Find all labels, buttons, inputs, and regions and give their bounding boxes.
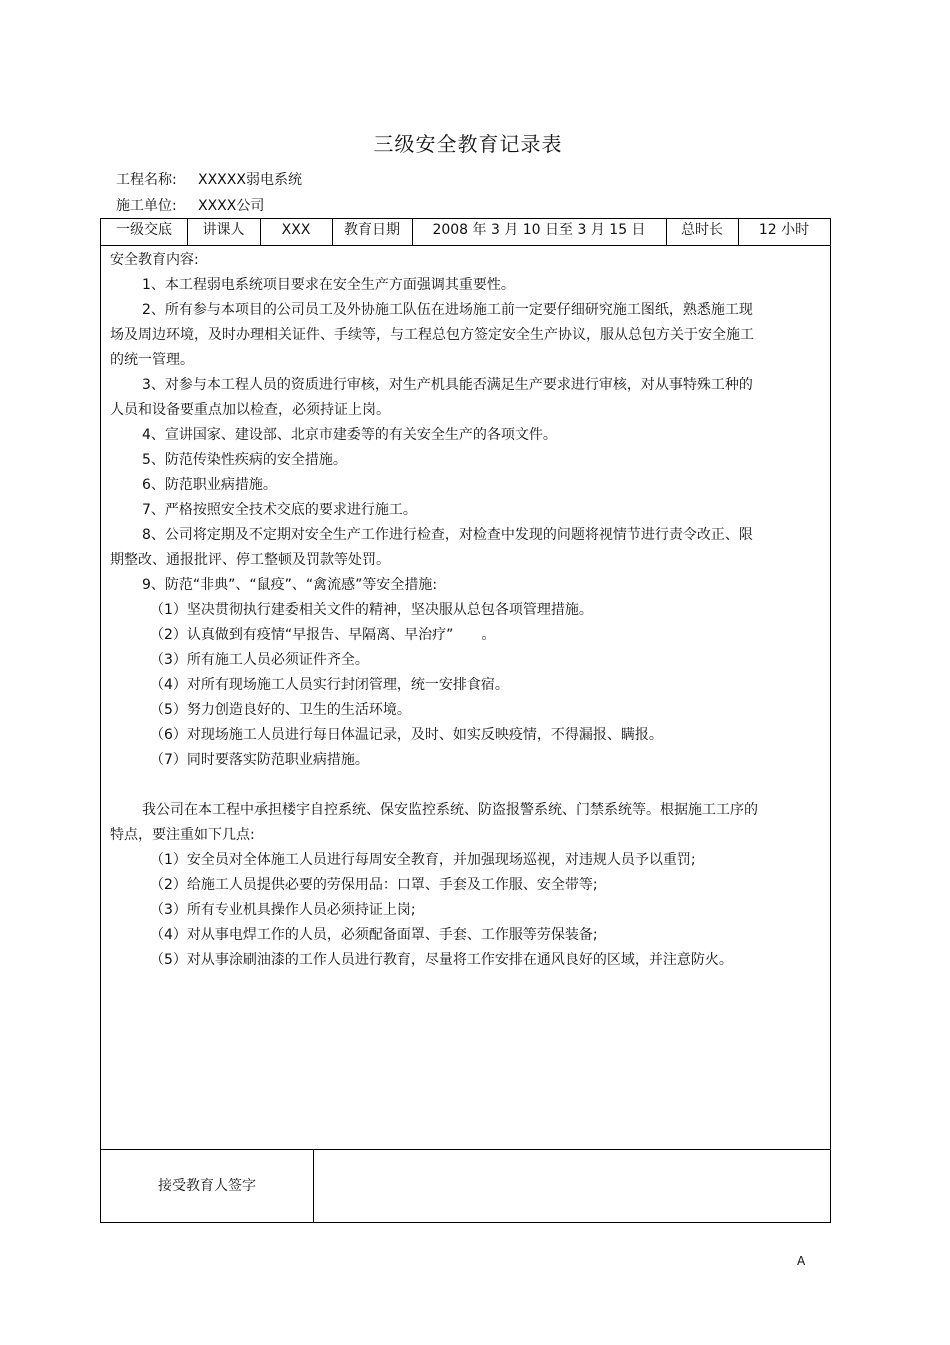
project-name-label: 工程名称:: [116, 172, 177, 188]
divider: [313, 1150, 314, 1223]
lecturer-label-cell: 讲课人: [202, 222, 245, 238]
point-item: （1）安全员对全体施工人员进行每周安全教育，并加强现场巡视，对违规人员予以重罚;: [150, 852, 696, 868]
content-item: 9、防范“非典”、“鼠疫”、“禽流感”等安全措施:: [142, 577, 438, 593]
measure-item: （7）同时要落实防范职业病措施。: [150, 752, 369, 768]
point-item: （3）所有专业机具操作人员必须持证上岗;: [150, 902, 416, 918]
measure-item: （2）认真做到有疫情“早报告、早隔离、早治疗” 。: [150, 627, 496, 643]
content-item: 3、对参与本工程人员的资质进行审核，对生产机具能否满足生产要求进行审核，对从事特殊工种的人员和设备要重点加以检查，必须持证上岗。: [110, 377, 753, 418]
content-item: 7、严格按照安全技术交底的要求进行施工。: [142, 502, 417, 518]
content-item: 2、所有参与本项目的公司员工及外协施工队伍在进场施工前一定要仔细研究施工图纸，熟悉施工现场及周边环境，及时办理相关证件、手续等，与工程总包方签定安全生产协议，服从总包方关于安全施工的统一管理。: [110, 302, 754, 368]
duration-cell: 12 小时: [758, 222, 810, 238]
content-item: 4、宣讲国家、建设部、北京市建委等的有关安全生产的各项文件。: [142, 427, 557, 443]
construction-unit-label: 施工单位:: [116, 198, 177, 214]
point-item: （5）对从事涂刷油漆的工作人员进行教育，尽量将工作安排在通风良好的区域，并注意防火。: [150, 952, 733, 968]
table-header-row: [101, 219, 830, 246]
duration-label-cell: 总时长: [681, 222, 723, 238]
measure-item: （5）努力创造良好的、卫生的生活环境。: [150, 702, 411, 718]
measure-item: （3）所有施工人员必须证件齐全。: [150, 652, 369, 668]
education-content: [110, 248, 760, 973]
point-item: （2）给施工人员提供必要的劳保用品：口罩、手套及工作服、安全带等;: [150, 877, 598, 893]
measure-item: （4）对所有现场施工人员实行封闭管理，统一安排食宿。: [150, 677, 509, 693]
content-item: 5、防范传染性疾病的安全措施。: [142, 452, 347, 468]
date-cell: 2008 年 3 月 10 日至 3 月 15 日: [432, 222, 646, 238]
content-item: 8、公司将定期及不定期对安全生产工作进行检查，对检查中发现的问题将视情节进行责令改正、限期整改、通报批评、停工整顿及罚款等处罚。: [110, 527, 753, 568]
measure-item: （1）坚决贯彻执行建委相关文件的精神，坚决服从总包各项管理措施。: [150, 602, 593, 618]
signature-label: 接受教育人签字: [158, 1178, 256, 1194]
point-item: （4）对从事电焊工作的人员，必须配备面罩、手套、工作服等劳保装备;: [150, 927, 598, 943]
content-item: 1、本工程弱电系统项目要求在安全生产方面强调其重要性。: [142, 277, 515, 293]
document-title: 三级安全教育记录表: [373, 132, 563, 156]
project-name-row: [116, 169, 302, 189]
signature-row: [101, 1149, 830, 1223]
construction-unit-value: XXXX公司: [198, 198, 265, 214]
content-item: 6、防范职业病措施。: [142, 477, 277, 493]
measure-item: （6）对现场施工人员进行每日体温记录，及时、如实反映疫情，不得漏报、瞒报。: [150, 727, 663, 743]
page-footer-mark: A: [797, 1254, 806, 1268]
lecturer-cell: XXX: [281, 222, 311, 238]
construction-unit-row: [116, 195, 264, 215]
content-heading: 安全教育内容:: [110, 252, 199, 268]
company-paragraph: 我公司在本工程中承担楼宇自控系统、保安监控系统、防盗报警系统、门禁系统等。根据施工工序的特点，要注重如下几点:: [110, 802, 758, 843]
date-label-cell: 教育日期: [344, 222, 400, 238]
record-table: [100, 218, 831, 1223]
project-name-value: XXXXX弱电系统: [198, 172, 302, 188]
level-cell: 一级交底: [116, 222, 172, 238]
